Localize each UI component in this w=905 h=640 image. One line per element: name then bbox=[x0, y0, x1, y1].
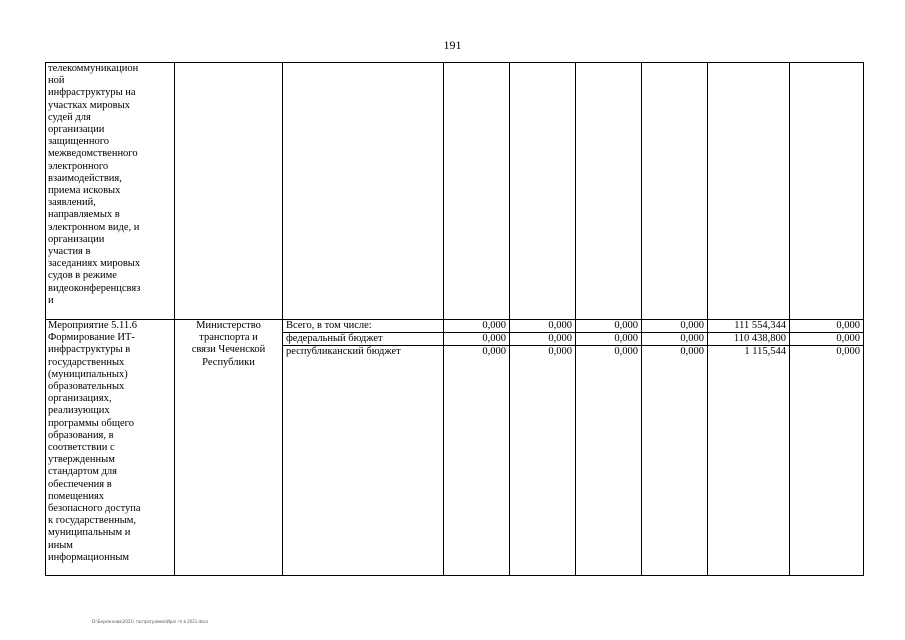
value-total: 0,000 bbox=[790, 320, 863, 333]
value-federal: 0,000 bbox=[444, 333, 509, 346]
value-cell bbox=[790, 63, 864, 320]
value-total: 0,000 bbox=[444, 320, 509, 333]
value-total: 111 554,344 bbox=[708, 320, 789, 333]
value-cell bbox=[708, 320, 790, 576]
value-cell bbox=[510, 320, 576, 576]
value-federal: 0,000 bbox=[510, 333, 575, 346]
value-federal: 110 438,800 bbox=[708, 333, 789, 346]
value-cell bbox=[642, 320, 708, 576]
table-row bbox=[46, 63, 864, 320]
event-description-cell: Мероприятие 5.11.6 Формирование ИТ- инфраструктуры в государственных (муниципальных) образовательных организациях, реализующих программы общего образования, в соответствии с утвержденным стандартом для обеспечения в помещениях безопасного доступа к государственным, муниципальным и иным информационным bbox=[46, 320, 175, 576]
value-cell bbox=[642, 63, 708, 320]
value-federal: 0,000 bbox=[642, 333, 707, 346]
value-regional: 0,000 bbox=[548, 346, 572, 358]
value-cell bbox=[708, 63, 790, 320]
ministry-cell bbox=[175, 63, 283, 320]
event-description-cell: телекоммуникацион ной инфраструктуры на участках мировых судей для организации защищенного межведомственного электронного взаимодействия, приема исковых заявлений, направляемых в электронном виде, и организации участия в заседаниях мировых судов в режиме видеоконференцсвяз и bbox=[46, 63, 175, 320]
value-cell bbox=[444, 320, 510, 576]
page-number: 191 bbox=[443, 38, 462, 52]
funding-source-federal: федеральный бюджет bbox=[283, 333, 443, 346]
table-row bbox=[46, 320, 864, 576]
value-cell bbox=[576, 320, 642, 576]
value-cell bbox=[510, 63, 576, 320]
value-total: 0,000 bbox=[576, 320, 641, 333]
value-cell bbox=[576, 63, 642, 320]
value-cell bbox=[790, 320, 864, 576]
value-regional: 0,000 bbox=[482, 346, 506, 358]
value-cell bbox=[444, 63, 510, 320]
funding-source-regional: республиканский бюджет bbox=[286, 346, 401, 358]
funding-source-total: Всего, в том числе: bbox=[283, 320, 443, 333]
program-table bbox=[45, 62, 864, 576]
value-federal: 0,000 bbox=[790, 333, 863, 346]
funding-source-cell bbox=[283, 63, 444, 320]
value-total: 0,000 bbox=[642, 320, 707, 333]
value-regional: 0,000 bbox=[680, 346, 704, 358]
value-total: 0,000 bbox=[510, 320, 575, 333]
value-regional: 0,000 bbox=[614, 346, 638, 358]
file-path-footer: D:\Бережнова\2021\ госпрограмма\Ира\ гп в 2021.docx bbox=[92, 619, 209, 624]
funding-source-cell bbox=[283, 320, 444, 576]
value-regional: 0,000 bbox=[836, 346, 860, 358]
value-federal: 0,000 bbox=[576, 333, 641, 346]
ministry-cell: Министерство транспорта и связи Чеченской Республики bbox=[175, 320, 283, 576]
value-regional: 1 115,544 bbox=[744, 346, 786, 358]
